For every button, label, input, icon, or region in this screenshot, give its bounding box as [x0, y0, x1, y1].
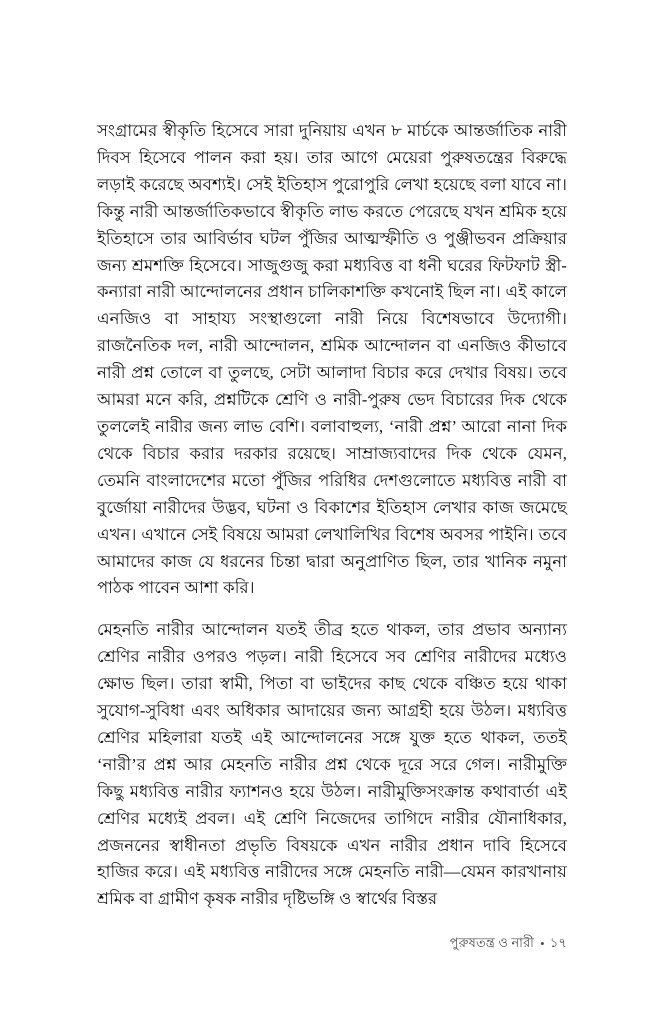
body-paragraph-1: সংগ্রামের স্বীকৃতি হিসেবে সারা দুনিয়ায় এখন ৮ মার্চকে আন্তর্জাতিক নারী দিবস হিসেবে পালন করা হয়। তার আগে মেয়েরা পুরুষতন্ত্রের বিরুদ্ধে লড়াই করেছে অবশ্যই। সেই ইতিহাস পুরোপুরি লেখা হয়েছে বলা যাবে না। কিন্তু নারী আন্তর্জাতিকভাবে স্বীকৃতি লাভ করতে পেরেছে যখন শ্রমিক হয়ে ইতিহাসে তার আবির্ভাব ঘটল পুঁজির আত্মস্ফীতি ও পুঞ্জীভবন প্রক্রিয়ার জন্য শ্রমশক্তি হিসেবে। সাজুগুজু করা মধ্যবিত্ত বা ধনী ঘরের ফিটফাট স্ত্রী-কন্যারা নারী আন্দোলনের প্রধান চালিকাশক্তি কখনোই ছিল না। এই কালে এনজিও বা সাহায্য সংস্থাগুলো নারী নিয়ে বিশেষভাবে উদ্যোগী। রাজনৈতিক দল, নারী আন্দোলন, শ্রমিক আন্দোলন বা এনজিও কীভাবে নারী প্রশ্ন তোলে বা তুলছে, সেটা আলাদা বিচার করে দেখার বিষয়। তবে আমরা মনে করি, প্রশ্নটিকে শ্রেণি ও নারী-পুরুষ ভেদ বিচারের দিক থেকে তুললেই নারীর জন্য লাভ বেশি। বলাবাহুল্য, ‘নারী প্রশ্ন’ আরো নানা দিক থেকে বিচার করার দরকার রয়েছে। সাম্রাজ্যবাদের দিক থেকে যেমন, তেমনি বাংলাদেশের মতো পুঁজির পরিধির দেশগুলোতে মধ্যবিত্ত নারী বা বুর্জোয়া নারীদের উদ্ভব, ঘটনা ও বিকাশের ইতিহাস লেখার কাজ জমেছে এখন। এখানে সেই বিষয়ে আমরা লেখালিখির বিশেষ অবসর পাইনি। তবে আমাদের কাজ যে ধরনের চিন্তা দ্বারা অনুপ্রাণিত ছিল, তার খানিক নমুনা পাঠক পাবেন আশা করি। [97, 121, 567, 598]
footer-bullet-separator-icon: • [540, 937, 545, 952]
body-paragraph-2: মেহনতি নারীর আন্দোলন যতই তীব্র হতে থাকল, তার প্রভাব অন্যান্য শ্রেণির নারীর ওপরও পড়ল। নারী হিসেবে সব শ্রেণির নারীদের মধ্যেও ক্ষোভ ছিল। তারা স্বামী, পিতা বা ভাইদের কাছ থেকে বঞ্চিত হয়ে থাকা সুযোগ-সুবিধা এবং অধিকার আদায়ের জন্য আগ্রহী হয়ে উঠল। মধ্যবিত্ত শ্রেণির মহিলারা যতই এই আন্দোলনের সঙ্গে যুক্ত হতে থাকল, ততই ‘নারী’র প্রশ্ন আর মেহনতি নারীর প্রশ্ন থেকে দূরে সরে গেল। নারীমুক্তি কিছু মধ্যবিত্ত নারীর ফ্যাশনও হয়ে উঠল। নারীমুক্তিসংক্রান্ত কথাবার্তা এই শ্রেণির মধ্যেই প্রবল। এই শ্রেণি নিজেদের তাগিদে নারীর যৌনাধিকার, প্রজননের স্বাধীনতা প্রভৃতি বিষয়কে এখন নারীর প্রধান দাবি হিসেবে হাজির করে। এই মধ্যবিত্ত নারীদের সঙ্গে মেহনতি নারী—যেমন কারখানায় শ্রমিক বা গ্রামীণ কৃষক নারীর দৃষ্টিভঙ্গি ও স্বার্থের বিস্তর [97, 620, 567, 909]
footer-page-number: ১৭ [549, 936, 567, 950]
page-footer [97, 934, 567, 953]
footer-running-head: পুরুষতন্ত্র ও নারী [449, 936, 535, 950]
body-text-column [97, 118, 567, 913]
